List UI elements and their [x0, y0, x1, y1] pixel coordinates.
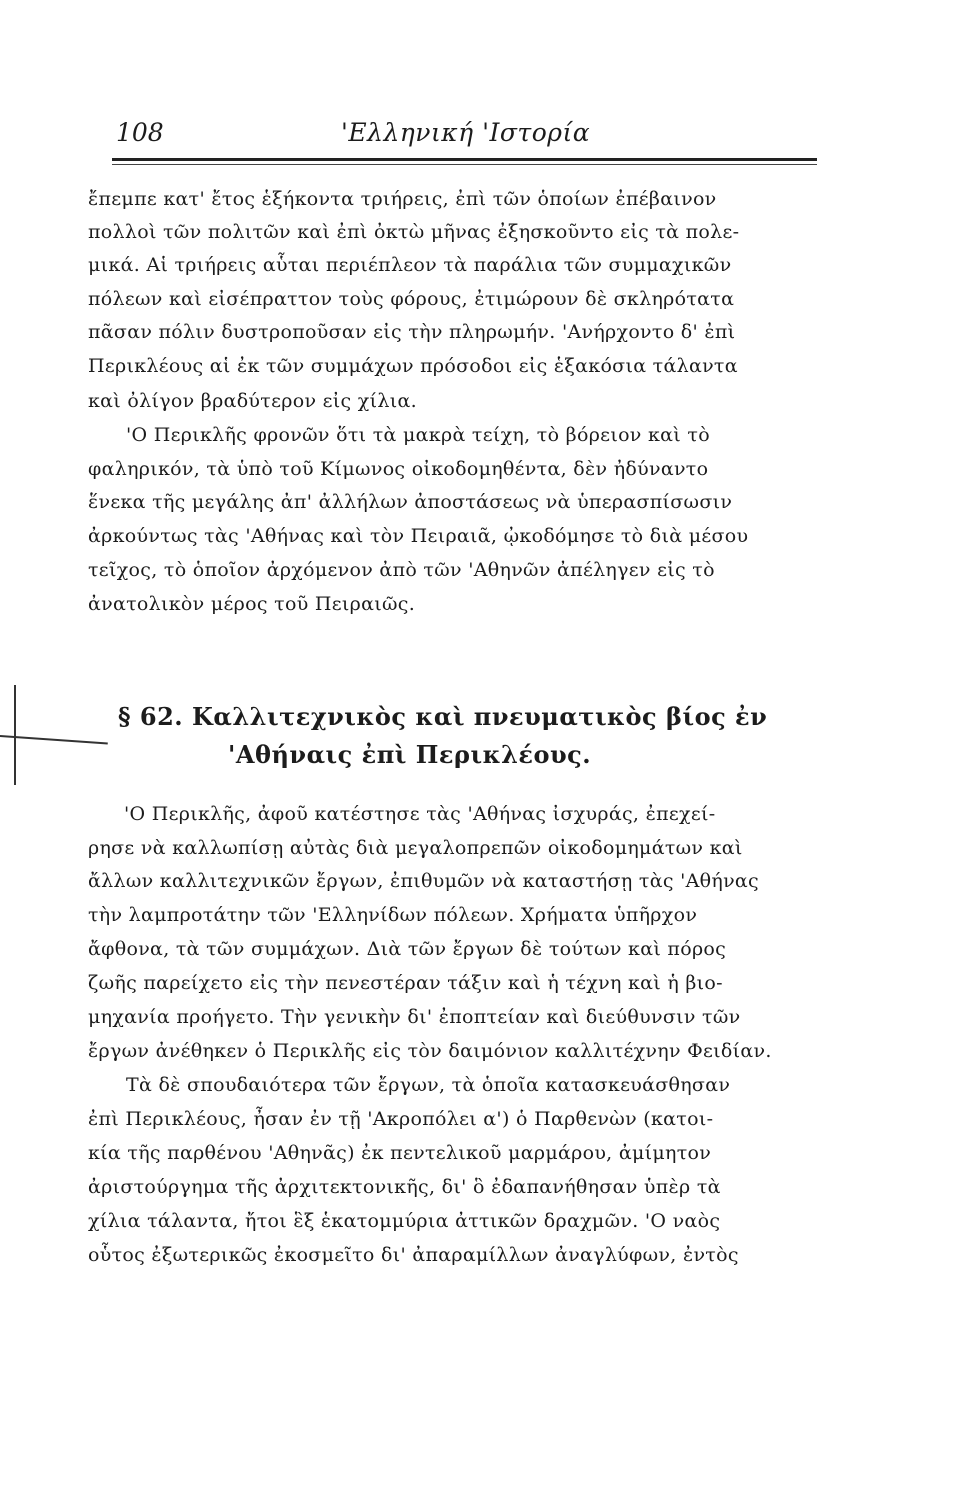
- paragraph1-line: Περικλέους αἱ ἐκ τῶν συμμάχων πρόσοδοι εἰς ἑξακόσια τάλαντα: [88, 355, 738, 377]
- paragraph3-line: μηχανία προήγετο. Τὴν γενικὴν δι' ἐποπτείαν καὶ διεύθυνσιν τῶν: [88, 1006, 741, 1028]
- header-rule: [112, 158, 817, 161]
- section-heading: § 62. Καλλιτεχνικὸς καὶ πνευματικὸς βίος ἐν: [118, 702, 768, 731]
- paragraph2-line: ἀρκούντως τὰς 'Αθήνας καὶ τὸν Πειραιᾶ, ᾠκοδόμησε τὸ διὰ μέσου: [88, 525, 749, 547]
- page-number: 108: [116, 118, 164, 147]
- page-header: [116, 118, 816, 158]
- paragraph4-line: χίλια τάλαντα, ἤτοι ἓξ ἑκατομμύρια ἀττικῶν δραχμῶν. 'Ο ναὸς: [88, 1210, 721, 1232]
- paragraph3-line: τὴν λαμπροτάτην τῶν 'Ελληνίδων πόλεων. Χρήματα ὑπῆρχον: [88, 904, 698, 926]
- paragraph3-line: ἄφθονα, τὰ τῶν συμμάχων. Διὰ τῶν ἔργων δὲ τούτων καὶ πόρος: [88, 938, 727, 960]
- paragraph2-line: ἀνατολικὸν μέρος τοῦ Πειραιῶς.: [88, 593, 416, 615]
- paragraph3-line: ρησε νὰ καλλωπίσῃ αὐτὰς διὰ μεγαλοπρεπῶν οἰκοδομημάτων καὶ: [88, 837, 743, 859]
- paragraph4-line: ἀριστούργημα τῆς ἀρχιτεκτονικῆς, δι' ὃ ἐδαπανήθησαν ὑπὲρ τὰ: [88, 1176, 721, 1198]
- paragraph1-line: πᾶσαν πόλιν δυστροποῦσαν εἰς τὴν πληρωμήν. 'Ανήρχοντο δ' ἐπὶ: [88, 321, 736, 343]
- paragraph4-line: οὗτος ἐξωτερικῶς ἐκοσμεῖτο δι' ἀπαραμίλλων ἀναγλύφων, ἐντὸς: [88, 1244, 739, 1266]
- paragraph1-line: πόλεων καὶ εἰσέπραττον τοὺς φόρους, ἐτιμώρουν δὲ σκληρότατα: [88, 288, 735, 310]
- paragraph2-line: τεῖχος, τὸ ὁποῖον ἀρχόμενον ἀπὸ τῶν 'Αθηνῶν ἀπέληγεν εἰς τὸ: [88, 559, 715, 581]
- paragraph3-line: 'Ο Περικλῆς, ἀφοῦ κατέστησε τὰς 'Αθήνας ἰσχυράς, ἐπεχεί-: [124, 803, 716, 825]
- paragraph1-line: ἔπεμπε κατ' ἔτος ἑξήκοντα τριήρεις, ἐπὶ τῶν ὁποίων ἐπέβαινον: [88, 188, 717, 210]
- running-title: 'Ελληνική 'Ιστορία: [341, 118, 591, 147]
- paragraph3-line: ζωῆς παρείχετο εἰς τὴν πενεστέραν τάξιν καὶ ἡ τέχνη καὶ ἡ βιο-: [88, 972, 723, 994]
- paragraph1-line: μικά. Αἱ τριήρεις αὗται περιέπλεον τὰ παράλια τῶν συμμαχικῶν: [88, 254, 732, 276]
- paragraph3-line: ἄλλων καλλιτεχνικῶν ἔργων, ἐπιθυμῶν νὰ καταστήσῃ τὰς 'Αθήνας: [88, 870, 759, 892]
- section-heading-continued: 'Αθήναις ἐπὶ Περικλέους.: [228, 740, 592, 769]
- margin-cross-mark-horizontal: [0, 735, 108, 745]
- paragraph3-line: ἔργων ἀνέθηκεν ὁ Περικλῆς εἰς τὸν δαιμόνιον καλλιτέχνην Φειδίαν.: [88, 1040, 772, 1062]
- paragraph2-line: 'Ο Περικλῆς φρονῶν ὅτι τὰ μακρὰ τείχη, τὸ βόρειον καὶ τὸ: [126, 424, 710, 446]
- paragraph1-line: καὶ ὀλίγον βραδύτερον εἰς χίλια.: [88, 390, 417, 412]
- paragraph4-line: Τὰ δὲ σπουδαιότερα τῶν ἔργων, τὰ ὁποῖα κατασκευάσθησαν: [126, 1074, 731, 1096]
- paragraph4-line: κία τῆς παρθένου 'Αθηνᾶς) ἐκ πεντελικοῦ μαρμάρου, ἀμίμητον: [88, 1142, 712, 1164]
- paragraph2-line: φαληρικόν, τὰ ὑπὸ τοῦ Κίμωνος οἰκοδομηθέντα, δὲν ἠδύναντο: [88, 458, 709, 480]
- paragraph1-line: πολλοὶ τῶν πολιτῶν καὶ ἐπὶ ὀκτὼ μῆνας ἐξησκοῦντο εἰς τὰ πολε-: [88, 221, 740, 243]
- paragraph2-line: ἕνεκα τῆς μεγάλης ἀπ' ἀλλήλων ἀποστάσεως νὰ ὑπερασπίσωσιν: [88, 491, 733, 513]
- paragraph4-line: ἐπὶ Περικλέους, ἦσαν ἐν τῇ 'Ακροπόλει α') ὁ Παρθενὼν (κατοι-: [88, 1108, 714, 1130]
